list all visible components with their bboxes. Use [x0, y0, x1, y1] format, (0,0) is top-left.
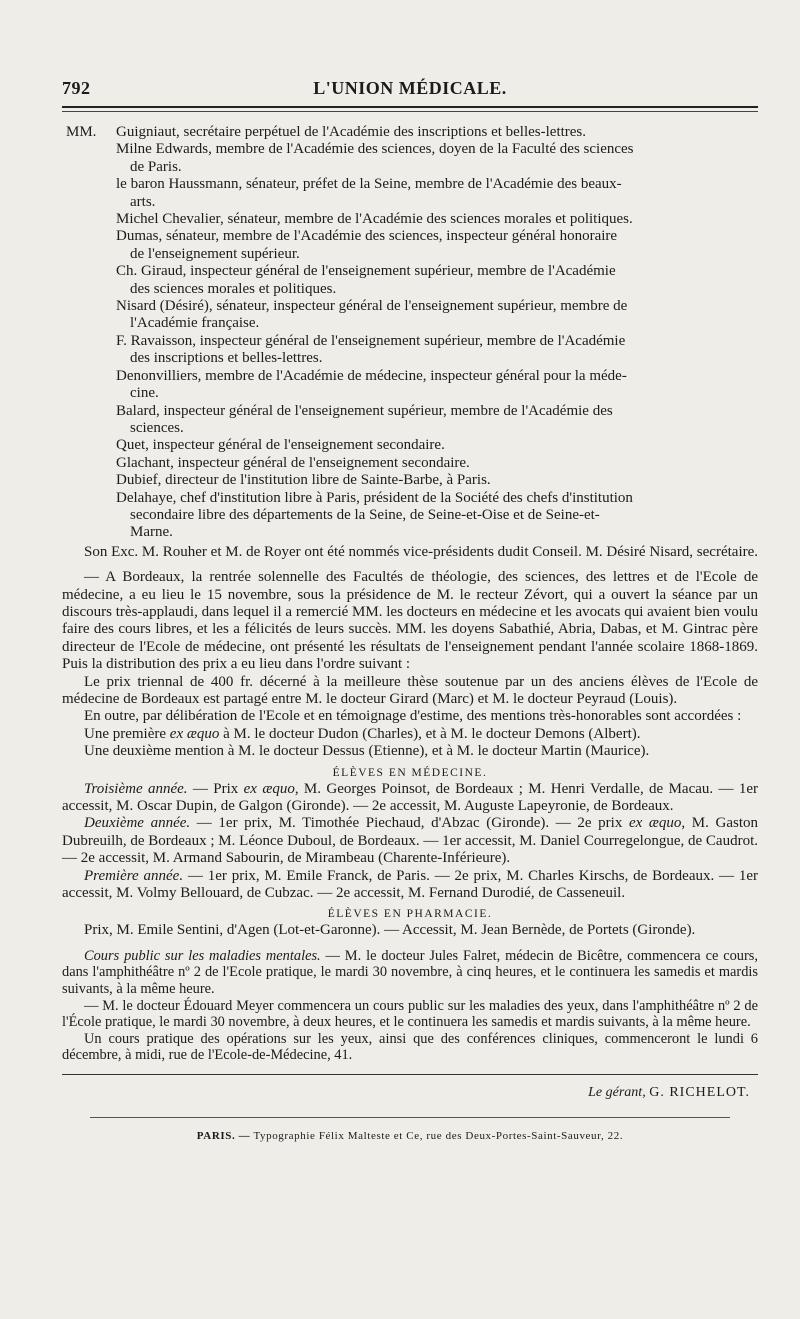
- member-line-continued: l'Académie française.: [130, 315, 260, 332]
- medicine-students-heading: ÉLÈVES EN MÉDECINE.: [332, 766, 488, 779]
- member-line-continued: de l'enseignement supérieur.: [130, 245, 300, 262]
- member-line: Dumas, sénateur, membre de l'Académie des sciences, inspecteur général honoraire: [116, 228, 618, 245]
- vice-presidents-paragraph: Son Exc. M. Rouher et M. de Royer ont été nommés vice-présidents dudit Conseil. M. Désiré Nisard, secrétaire.: [84, 543, 759, 560]
- member-line: Dubief, directeur de l'institution libre de Sainte-Barbe, à Paris.: [116, 472, 491, 489]
- signature: Le gérant, G. RICHELOT.: [588, 1085, 750, 1101]
- council-member-entry: [62, 437, 758, 454]
- member-line: Balard, inspecteur général de l'enseignement supérieur, membre de l'Académie des: [116, 402, 613, 419]
- page-header: [62, 70, 758, 104]
- member-line-continued: Marne.: [130, 524, 173, 541]
- printer-imprint: PARIS. — Typographie Félix Malteste et Ce, rue des Deux-Portes-Saint-Sauveur, 22.: [196, 1130, 624, 1143]
- member-line: Denonvilliers, membre de l'Académie de médecine, inspecteur général pour la méde-: [116, 367, 627, 384]
- mentions-intro-paragraph: En outre, par délibération de l'Ecole et en témoignage d'estime, des mentions très-honorables sont accordées :: [84, 708, 742, 725]
- council-member-entry: [62, 211, 758, 228]
- member-line-continued: arts.: [130, 193, 156, 210]
- journal-title: L'UNION MÉDICALE.: [313, 78, 507, 98]
- course-announcements: [62, 948, 758, 1064]
- mental-illness-course: Cours public sur les maladies mentales. — M. le docteur Jules Falret, médecin de Bicêtre, commencera ce cours, dans l'amphithéâtre nº 2 de l'Ecole pratique, le mardi 30 novembre, à cinq heures, et le continuera les samedis et mardis suivants, à la même heure.: [62, 947, 758, 998]
- council-member-entry: [62, 368, 758, 403]
- council-member-entry: [62, 141, 758, 176]
- bordeaux-paragraph: — A Bordeaux, la rentrée solennelle des Facultés de théologie, des sciences, des lettres et de l'Ecole de médecine, a eu lieu le 15 novembre, sous la présidence de M. le recteur Zévort, qui a ouvert la séance par un discours très-applaudi, dans lequel il a remercié MM. les docteurs en médecine et les avocats qui avaient bien voulu faire des cours libres, et les a félicités de leurs succès. MM. les doyens Sabathié, Abria, Dabas, et M. Gintrac père directeur de l'Ecole de médecine, ont présenté les résultats de l'enseignement pendant l'année scolaire 1868-1869. Puis la distribution des prix a eu lieu dans l'ordre suivant :: [62, 569, 758, 673]
- council-member-entry: [62, 333, 758, 368]
- pharmacy-prizes: Prix, M. Emile Sentini, d'Agen (Lot-et-Garonne). — Accessit, M. Jean Bernède, de Portets (Gironde).: [84, 922, 696, 939]
- first-year-prizes: Première année. — 1er prix, M. Emile Franck, de Paris. — 2e prix, M. Charles Kirschs, de Bordeaux. — 1er accessit, M. Volmy Bellouard, de Cubzac. — 2e accessit, M. Fernand Durodié, de Casseneuil.: [62, 867, 759, 902]
- member-line: Ch. Giraud, inspecteur général de l'enseignement supérieur, membre de l'Académie: [116, 263, 616, 280]
- eye-operations-course: Un cours pratique des opérations sur les yeux, ainsi que des conférences cliniques, commenceront le lundi 6 décembre, à midi, rue de l'Ecole-de-Médecine, 41.: [62, 1030, 758, 1064]
- council-member-entry: [62, 263, 758, 298]
- member-line: Delahaye, chef d'institution libre à Paris, président de la Société des chefs d'institution: [116, 489, 633, 506]
- member-line-continued: des sciences morales et politiques.: [130, 280, 337, 297]
- pharmacy-students-heading: ÉLÈVES EN PHARMACIE.: [327, 908, 493, 921]
- member-line: Nisard (Désiré), sénateur, inspecteur général de l'enseignement supérieur, membre de: [116, 298, 628, 315]
- imprint-rule: [90, 1117, 730, 1118]
- council-member-entry: [62, 455, 758, 472]
- third-year-prizes: Troisième année. — Prix ex æquo, M. Georges Poinsot, de Bordeaux ; M. Henri Verdalle, de Macau. — 1er accessit, M. Oscar Dupin, de Galgon (Gironde). — 2e accessit, M. Auguste Lapeyronie, de Bordeaux.: [62, 780, 759, 815]
- signature-name: G. RICHELOT.: [649, 1085, 750, 1101]
- council-member-entry: [62, 490, 758, 542]
- council-member-entry: [62, 298, 758, 333]
- member-line-continued: secondaire libre des départements de la Seine, de Seine-et-Oise et de Seine-et-: [130, 506, 600, 523]
- members-prefix: MM.: [66, 124, 97, 140]
- council-member-entry: [62, 176, 758, 211]
- member-line-continued: des inscriptions et belles-lettres.: [130, 350, 323, 367]
- member-line-continued: de Paris.: [130, 158, 182, 175]
- council-member-entry: [62, 228, 758, 263]
- member-line: Quet, inspecteur général de l'enseignement secondaire.: [116, 437, 445, 454]
- bottom-rule: [62, 1074, 758, 1075]
- member-line: Milne Edwards, membre de l'Académie des sciences, doyen de la Faculté des sciences: [116, 141, 634, 158]
- prix-triennal-paragraph: Le prix triennal de 400 fr. décerné à la meilleure thèse soutenue par un des anciens élèves de l'Ecole de médecine de Bordeaux est partagé entre M. le docteur Girard (Marc) et M. le docteur Peyraud (Louis).: [62, 673, 758, 707]
- member-line: F. Ravaisson, inspecteur général de l'enseignement supérieur, membre de l'Académie: [116, 332, 626, 349]
- council-members-list: [62, 124, 758, 542]
- second-mention: Une deuxième mention à M. le docteur Dessus (Etienne), et à M. le docteur Martin (Maurice).: [84, 743, 650, 760]
- council-member-entry: [62, 472, 758, 489]
- eye-diseases-course: — M. le docteur Édouard Meyer commencera un cours public sur les maladies des yeux, dans l'amphithéâtre nº 2 de l'École pratique, le mardi 30 novembre, à deux heures, et le continuera les samedis et mardis suivants, à la même heure.: [62, 997, 758, 1031]
- first-mention: Une première ex æquo à M. le docteur Dudon (Charles), et à M. le docteur Demons (Albert).: [84, 725, 641, 742]
- member-line: Glachant, inspecteur général de l'enseignement secondaire.: [116, 454, 470, 471]
- member-line-continued: sciences.: [130, 419, 184, 436]
- member-line: Guigniaut, secrétaire perpétuel de l'Académie des inscriptions et belles-lettres.: [116, 124, 587, 140]
- page-number: 792: [62, 78, 91, 98]
- member-line: le baron Haussmann, sénateur, préfet de la Seine, membre de l'Académie des beaux-: [116, 176, 622, 193]
- council-member-entry: [62, 124, 758, 141]
- member-line-continued: cine.: [130, 385, 159, 402]
- second-year-prizes: Deuxième année. — 1er prix, M. Timothée Piechaud, d'Abzac (Gironde). — 2e prix ex æquo, M. Gaston Dubreuilh, de Bordeaux ; M. Léonce Duboul, de Bordeaux. — 1er accessit, M. Daniel Courregelongue, de Caudrot. — 2e accessit, M. Armand Sabourin, de Mirambeau (Charente-Inférieure).: [62, 815, 758, 867]
- header-rule: [62, 106, 758, 112]
- member-line: Michel Chevalier, sénateur, membre de l'Académie des sciences morales et politiques.: [116, 211, 633, 228]
- council-member-entry: [62, 403, 758, 438]
